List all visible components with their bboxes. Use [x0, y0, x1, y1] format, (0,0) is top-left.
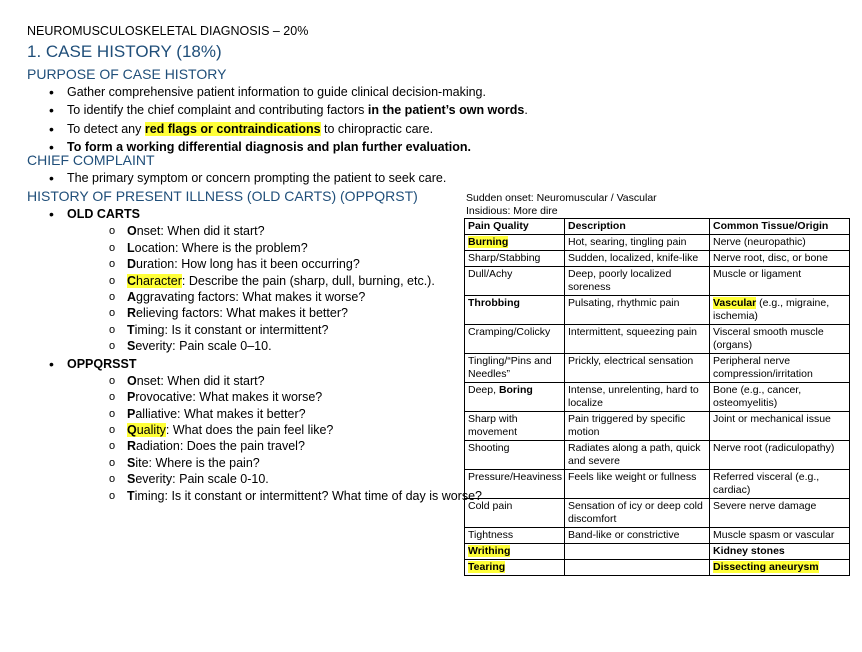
- description-cell: Sudden, localized, knife-like: [565, 251, 710, 267]
- description-cell: Pulsating, rhythmic pain: [565, 296, 710, 325]
- origin-cell: Muscle or ligament: [710, 267, 850, 296]
- pain-quality-cell: Shooting: [465, 441, 565, 470]
- description-cell: Feels like weight or fullness: [565, 470, 710, 499]
- purpose-bullet: • To form a working differential diagnosis and plan further evaluation.: [47, 138, 528, 156]
- origin-cell: Muscle spasm or vascular: [710, 528, 850, 544]
- highlight: Vascular: [713, 297, 757, 309]
- origin-cell: Referred visceral (e.g., cardiac): [710, 470, 850, 499]
- table-row: [465, 325, 850, 354]
- table-row: [465, 544, 850, 560]
- mnemonic-item: o Provocative: What makes it worse?: [107, 389, 482, 405]
- origin-cell: Kidney stones: [710, 544, 850, 560]
- purpose-bullet: • Gather comprehensive patient information to guide clinical decision-making.: [47, 83, 528, 101]
- table-row: [465, 296, 850, 325]
- mnemonic-item: o Timing: Is it constant or intermittent? What time of day is worse?: [107, 488, 482, 504]
- origin-cell: [710, 560, 850, 576]
- column-header: Pain Quality: [465, 219, 565, 235]
- origin-cell: Nerve root, disc, or bone: [710, 251, 850, 267]
- mnemonic-item: o Location: Where is the problem?: [107, 240, 482, 256]
- pain-quality-table: [464, 218, 850, 576]
- onset-note: Sudden onset: Neuromuscular / Vascular: [466, 192, 657, 204]
- chief-complaint-list: [47, 169, 446, 187]
- pain-quality-cell: Cramping/Colicky: [465, 325, 565, 354]
- hpi-heading: HISTORY OF PRESENT ILLNESS (OLD CARTS) (OPPQRST): [27, 188, 418, 204]
- origin-cell: Joint or mechanical issue: [710, 412, 850, 441]
- mnemonic-item: o Palliative: What makes it better?: [107, 406, 482, 422]
- group-title: OPPQRSST: [67, 356, 137, 371]
- highlight: Character: [127, 273, 182, 288]
- mnemonic-item: o Severity: Pain scale 0-10.: [107, 471, 482, 487]
- mnemonic-item: o Timing: Is it constant or intermittent?: [107, 322, 482, 338]
- highlight: red flags or contraindications: [144, 121, 321, 136]
- mnemonic-items: [67, 373, 482, 504]
- table-row: [465, 528, 850, 544]
- mnemonic-group: [47, 355, 482, 505]
- highlight: Tearing: [468, 561, 506, 573]
- origin-cell: Severe nerve damage: [710, 499, 850, 528]
- highlight: Dissecting aneurysm: [713, 561, 819, 573]
- table-row: [465, 267, 850, 296]
- mnemonic-item: o Onset: When did it start?: [107, 223, 482, 239]
- description-cell: [565, 560, 710, 576]
- pain-quality-cell: [465, 560, 565, 576]
- description-cell: Intense, unrelenting, hard to localize: [565, 383, 710, 412]
- pain-quality-cell: Pressure/Heaviness: [465, 470, 565, 499]
- mnemonic-item: o Onset: When did it start?: [107, 373, 482, 389]
- pain-quality-cell: Dull/Achy: [465, 267, 565, 296]
- mnemonic-item: o Duration: How long has it been occurring?: [107, 256, 482, 272]
- origin-cell: Nerve root (radiculopathy): [710, 441, 850, 470]
- highlight: Writhing: [468, 545, 511, 557]
- mnemonic-item: o Severity: Pain scale 0–10.: [107, 338, 482, 354]
- pain-quality-cell: [465, 235, 565, 251]
- table-header-row: [465, 219, 850, 235]
- table-row: [465, 354, 850, 383]
- description-cell: Pain triggered by specific motion: [565, 412, 710, 441]
- document-header: NEUROMUSCULOSKELETAL DIAGNOSIS – 20%: [27, 24, 309, 38]
- section-title: 1. CASE HISTORY (18%): [27, 42, 222, 61]
- purpose-bullet: • To identify the chief complaint and contributing factors in the patient’s own words.: [47, 101, 528, 119]
- origin-cell: Vascular (e.g., migraine, ischemia): [710, 296, 850, 325]
- pain-quality-cell: Tingling/“Pins and Needles”: [465, 354, 565, 383]
- mnemonic-item: o Site: Where is the pain?: [107, 455, 482, 471]
- purpose-list: [47, 83, 528, 156]
- chief-complaint-bullet: • The primary symptom or concern prompting the patient to seek care.: [47, 169, 446, 187]
- pain-quality-cell: [465, 544, 565, 560]
- pain-quality-cell: Sharp with movement: [465, 412, 565, 441]
- origin-cell: Nerve (neuropathic): [710, 235, 850, 251]
- hpi-list: [47, 205, 482, 504]
- mnemonic-item: o Character: Describe the pain (sharp, dull, burning, etc.).: [107, 273, 482, 289]
- table-row: [465, 235, 850, 251]
- pain-quality-cell: Tightness: [465, 528, 565, 544]
- pain-quality-cell: Throbbing: [465, 296, 565, 325]
- table-row: [465, 560, 850, 576]
- pain-quality-cell: Deep, Boring: [465, 383, 565, 412]
- origin-cell: Peripheral nerve compression/irritation: [710, 354, 850, 383]
- mnemonic-items: [67, 223, 482, 354]
- highlight: Burning: [468, 236, 509, 248]
- table-row: [465, 441, 850, 470]
- mnemonic-item: o Radiation: Does the pain travel?: [107, 438, 482, 454]
- description-cell: Radiates along a path, quick and severe: [565, 441, 710, 470]
- mnemonic-item: o Aggravating factors: What makes it worse?: [107, 289, 482, 305]
- table-row: [465, 499, 850, 528]
- description-cell: Hot, searing, tingling pain: [565, 235, 710, 251]
- table-row: [465, 470, 850, 499]
- description-cell: Band-like or constrictive: [565, 528, 710, 544]
- description-cell: Deep, poorly localized soreness: [565, 267, 710, 296]
- onset-note: Insidious: More dire: [466, 205, 558, 217]
- table-row: [465, 383, 850, 412]
- mnemonic-group: [47, 205, 482, 355]
- purpose-heading: PURPOSE OF CASE HISTORY: [27, 66, 227, 82]
- pain-quality-cell: Sharp/Stabbing: [465, 251, 565, 267]
- description-cell: Intermittent, squeezing pain: [565, 325, 710, 354]
- mnemonic-item: o Quality: What does the pain feel like?: [107, 422, 482, 438]
- origin-cell: Bone (e.g., cancer, osteomyelitis): [710, 383, 850, 412]
- table-row: [465, 412, 850, 441]
- highlight: Quality: [127, 423, 166, 438]
- description-cell: Prickly, electrical sensation: [565, 354, 710, 383]
- table-row: [465, 251, 850, 267]
- group-title: OLD CARTS: [67, 207, 140, 221]
- description-cell: Sensation of icy or deep cold discomfort: [565, 499, 710, 528]
- purpose-bullet: • To detect any red flags or contraindications to chiropractic care.: [47, 120, 528, 138]
- column-header: Description: [565, 219, 710, 235]
- mnemonic-item: o Relieving factors: What makes it better?: [107, 305, 482, 321]
- pain-quality-cell: Cold pain: [465, 499, 565, 528]
- origin-cell: Visceral smooth muscle (organs): [710, 325, 850, 354]
- column-header: Common Tissue/Origin: [710, 219, 850, 235]
- chief-complaint-heading: CHIEF COMPLAINT: [27, 152, 155, 168]
- description-cell: [565, 544, 710, 560]
